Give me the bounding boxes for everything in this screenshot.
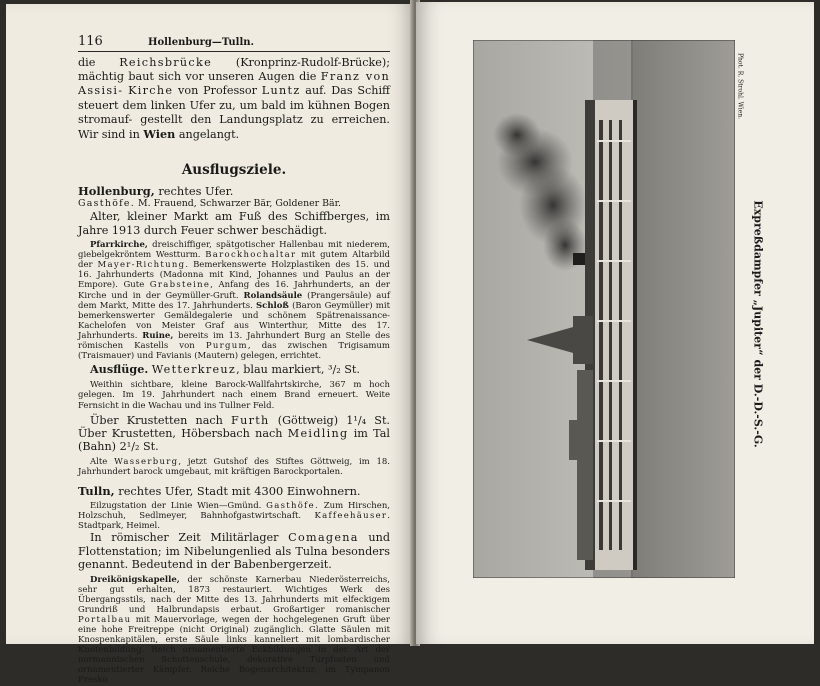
section-heading: Ausflugsziele. (181, 162, 287, 179)
text-run: (Göttweig) 1¹/₄ St. Über Krustetten, Höbersbach nach (78, 413, 390, 441)
text-run: auf. Das Schiff steuert (78, 84, 391, 112)
left-page (6, 4, 414, 686)
text-run: (Prangersäule) auf dem Markt, Mitte des 17. Jahrhunderts. (78, 290, 390, 311)
page-number: 116 (78, 34, 103, 49)
text-run: , blau markiert, ³/₂ St. (236, 363, 360, 377)
spaced-term: Wasserburg (114, 456, 179, 467)
bold-term: Rolandsäule (243, 290, 303, 301)
text-run: dreischiffiger, spätgotischer Hallenbau mit niederem, giebelgekröntem Westturm. (78, 240, 390, 261)
spaced-term: Portalbau (78, 614, 132, 625)
text-run: bereits im 13. Jahrhundert Burg an Stelle des römischen Kastells von (78, 330, 390, 351)
text-run: mit gutem Altarbild der (78, 250, 390, 271)
tulln-paragraph-3 (78, 575, 390, 686)
text-run: . Bemerkenswerte Holzplastiken des 15. und 16. Jahrhunderts (Madonna mit Kind, Johannes und Paulus an der Empore). Gute (78, 260, 390, 291)
text-run: (Baron Geymüller) mit bemerkenswerter Gemäldegalerie und schönem Spätrenaissance-Kachelofen von Meister Graf aus Winterthur, Mitte des 17. Jahrhunderts. (78, 300, 391, 341)
text-run: Eilzugstation der Linie Wien—Gmünd. (90, 501, 267, 512)
spaced-term: Kaffeehäuser (314, 511, 388, 522)
text-run: . Stadtpark, Heimel. (78, 511, 390, 532)
hollenburg-paragraph-1: Alter, kleiner Markt am Fuß des Schiffberges, im Jahre 1913 durch Feuer schwer beschädigt. (78, 210, 390, 237)
tulln-heading (78, 484, 390, 498)
spaced-term: Meidling (287, 427, 349, 441)
photo-caption-text: Expreßdampfer „Jupiter“ der D.-D.-S.-G. (751, 200, 765, 448)
text-run: (Kronprinz-Rudolf-Brücke); mächtig (78, 56, 391, 84)
spaced-term: Purgum (205, 340, 248, 351)
spaced-term: Kirche (128, 84, 174, 98)
text-run: Über Krustetten nach (90, 413, 232, 427)
place-name: Tulln, (78, 484, 115, 499)
text-run: In römischer Zeit Militärlager (90, 531, 289, 545)
hollenburg-inns (78, 198, 390, 210)
tulln-paragraph-1 (78, 501, 390, 531)
spaced-term: Grabsteine (149, 280, 211, 291)
tulln-paragraph-2 (78, 531, 390, 571)
text-run: angelangt. (178, 128, 240, 142)
bold-term: Ausflüge. (90, 362, 149, 377)
left-page-text (78, 34, 390, 686)
place-detail: rechtes Ufer, Stadt mit 4300 Einwohnern. (114, 484, 361, 499)
text-run: Alte (90, 456, 115, 467)
inns-label: Gasthöfe. (78, 198, 136, 210)
bold-term: Dreikönigskapelle, (90, 574, 180, 585)
text-run: baut sich vor unseren Augen die (128, 70, 321, 84)
spaced-term: Reichsbrücke (119, 56, 213, 69)
river-water (631, 40, 735, 578)
bold-term: Wien (143, 127, 176, 142)
intro-paragraph (78, 56, 390, 142)
bold-term: Ruine, (142, 330, 174, 341)
text-run: , Anfang des 16. Jahrhunderts, an der Kirche und in der Geymüller-Gruft. (78, 280, 390, 301)
hollenburg-paragraph-4 (78, 414, 390, 454)
spaced-term: Franz von Assisi- (78, 70, 390, 98)
hollenburg-excursions (78, 362, 390, 377)
hollenburg-paragraph-3: Weithin sichtbare, kleine Barock-Wallfahrtskirche, 367 m hoch gelegen. Im 19. Jahrhundert nach einem Brand erneuert. Weite Fernsicht in die Wachau und ins Tullner Feld. (78, 380, 390, 411)
text-run: dem linken Ufer zu, um bald im kühnen Bogen stromauf- (78, 98, 390, 126)
running-head (78, 34, 390, 52)
bold-term: Pfarrkirche, (90, 240, 148, 251)
text-run: gestellt den Landungsplatz zu erreichen. Wir sind in (78, 112, 390, 142)
spaced-term: Barockhochaltar (205, 250, 297, 261)
text-run: von Professor (173, 84, 262, 98)
spaced-term: Mayer-Richtung (97, 260, 186, 271)
steamer-photograph (473, 40, 735, 578)
bold-term: Schloß (256, 300, 289, 311)
photo-credit (735, 44, 745, 128)
funnel (573, 253, 585, 265)
spaced-term: Furth (231, 413, 270, 427)
inns-list: M. Frauend, Schwarzer Bär, Goldener Bär. (135, 198, 342, 210)
spaced-term: Wetterkreuz (151, 363, 237, 377)
hollenburg-paragraph-2 (78, 240, 390, 361)
photo-caption (750, 192, 766, 456)
text-run: der schönste Karnerbau Niederösterreichs, sehr gut erhalten, 1873 restauriert. Wichtiges Werk des Übergangsstils, nach der Mitte des 13. Jahrhunderts mit elfeckigem Grundriß und Halbrundapsis erbaut. Großartiger romanischer (78, 574, 390, 615)
spaced-term: Gasthöfe. (266, 501, 319, 512)
text-run: und Flottenstation; im Nibelungenlied als Tulna besonders genannt. Bedeutend in der Babenbergerzeit. (78, 531, 390, 572)
spaced-term: Luntz (261, 84, 301, 98)
place-detail: rechtes Ufer. (154, 184, 234, 199)
running-title: Hollenburg—Tulln. (148, 37, 255, 48)
text-run: , jetzt Gutshof des Stiftes Göttweig, im 18. Jahrhundert barock umgebaut, mit kräftigen Barockportalen. (78, 456, 390, 477)
text-run: die (78, 56, 120, 69)
spaced-term: Comagena (288, 531, 359, 545)
text-run: , das zwischen Trigisamum (Traismauer) und Favianis (Mautern) gelegen, errichtet. (78, 340, 390, 362)
steamer-photo-image (473, 40, 735, 578)
hollenburg-paragraph-5 (78, 457, 390, 477)
photo-credit-text: Phot. R. Strohl. Wien. (736, 53, 744, 119)
text-run: im Tal (Bahn) 2¹/₂ St. (78, 427, 390, 454)
text-run: mit Mauervorlage, wegen der hochgelegenen Gruft über eine hohe Freitreppe (nicht Original) zugänglich. Glatte Säulen mit Knospenkapitälen, erste Säule links kanneliert mit lombardischer Knotenbildung. Reich ornamentierte Eckbildungen in der Art der normannischen Schottenschule, dekorative Türpfosten und ornamentierter Kämpfer. Reiche Bogenarchitektur, im Tympanon Fresko (78, 614, 390, 686)
hollenburg-heading (78, 184, 390, 198)
place-name: Hollenburg, (78, 184, 155, 199)
text-run: Zum Hirschen, Holzschuh, Sedlmeyer, Bahnhofgastwirtschaft. (78, 501, 390, 522)
